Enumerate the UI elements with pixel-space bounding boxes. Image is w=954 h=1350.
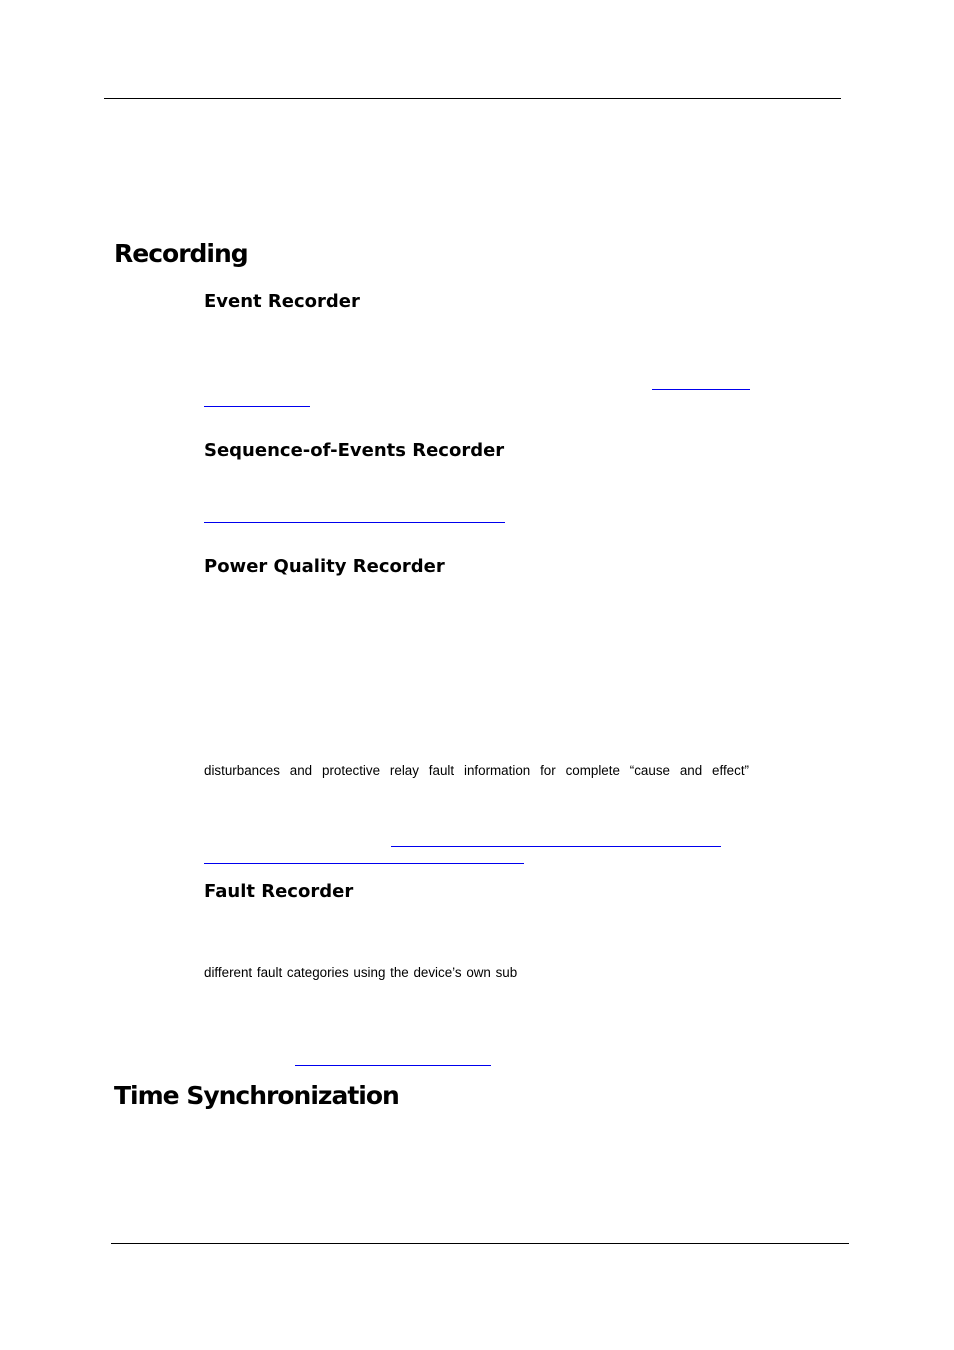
event-recorder-link-underline-2[interactable] — [204, 406, 310, 407]
fault-recorder-link-underline[interactable] — [295, 1065, 491, 1066]
footer-rule — [111, 1243, 849, 1244]
subheading-event-recorder: Event Recorder — [204, 291, 360, 312]
power-quality-link-underline-2[interactable] — [204, 863, 524, 864]
subheading-sequence-of-events-recorder: Sequence-of-Events Recorder — [204, 440, 505, 461]
subheading-fault-recorder: Fault Recorder — [204, 881, 354, 902]
fault-recorder-body-line: different fault categories using the device’s own sub — [204, 965, 518, 980]
subheading-power-quality-recorder: Power Quality Recorder — [204, 556, 445, 577]
power-quality-body-line: disturbances and protective relay fault information for complete “cause and effect” — [204, 763, 749, 778]
power-quality-link-underline-1[interactable] — [391, 846, 721, 847]
section-heading-time-synchronization: Time Synchronization — [114, 1081, 399, 1110]
event-recorder-link-underline-1[interactable] — [652, 389, 750, 390]
header-rule — [104, 98, 841, 99]
sequence-of-events-link-underline[interactable] — [204, 522, 505, 523]
section-heading-recording: Recording — [114, 239, 248, 268]
